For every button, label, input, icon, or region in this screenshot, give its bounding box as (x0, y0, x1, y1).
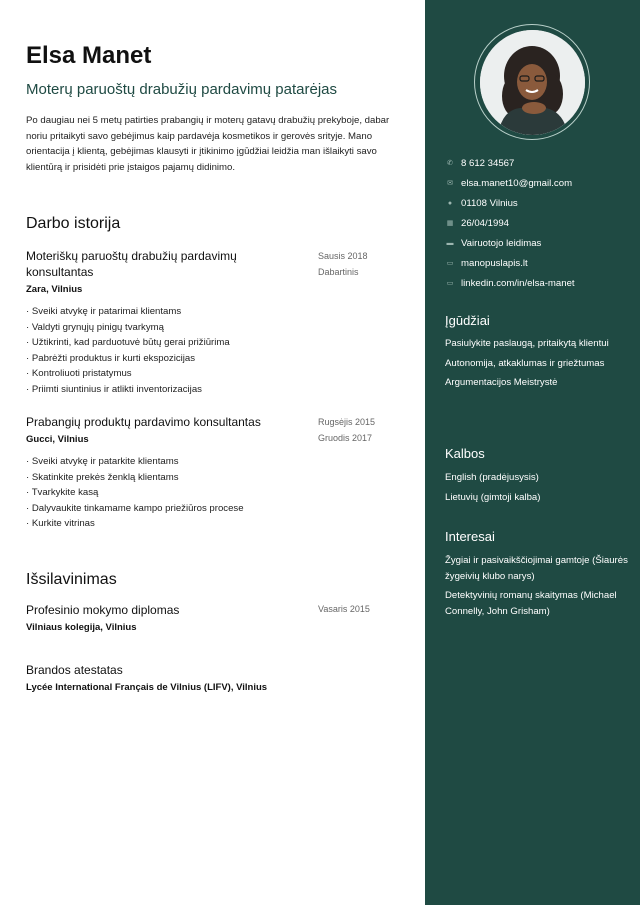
web-icon: ▭ (446, 260, 454, 267)
contact-text: 26/04/1994 (461, 217, 510, 229)
education-entry (26, 663, 398, 693)
skill-item: Pasiulykite paslaugą, pritaikytą klientui (445, 338, 609, 349)
job-duty: · Kurkite vitrinas (26, 516, 398, 532)
language-item: Lietuvių (gimtoji kalba) (445, 491, 541, 503)
job-date-end: Dabartinis (318, 266, 359, 277)
job-duty: · Sveiki atvykę ir patarimai klientams (26, 304, 398, 320)
job-date-start: Sausis 2018 (318, 251, 368, 261)
job-entry (26, 414, 398, 532)
education-title: Profesinio mokymo diplomas (26, 603, 180, 617)
car-icon: ▬ (446, 239, 454, 247)
contact-birthdate (445, 213, 635, 233)
job-duty: · Užtikrinti, kad parduotuvė būtų gerai prižiūrima (26, 335, 398, 351)
sidebar (425, 0, 640, 905)
contact-linkedin[interactable] (445, 273, 635, 293)
education-date: Vasaris 2015 (318, 604, 370, 614)
interests-list (445, 553, 630, 623)
job-duty: · Kontroliuoti pristatymus (26, 366, 398, 382)
education-school: Vilniaus kolegija, Vilnius (26, 622, 137, 633)
skill-item: Autonomija, atkaklumas ir griežtumas (445, 357, 605, 369)
job-company: Zara, Vilnius (26, 284, 83, 295)
job-date-end: Gruodis 2017 (318, 432, 373, 443)
job-duty: · Sveiki atvykę ir patarkite klientams (26, 454, 398, 470)
job-duty: · Valdyti grynųjų pinigų tvarkymą (26, 320, 398, 336)
languages-heading: Kalbos (445, 446, 485, 461)
education-title: Brandos atestatas (26, 663, 123, 677)
job-dates (318, 249, 368, 280)
work-history-heading: Darbo istorija (26, 215, 121, 232)
education-school: Lycée International Français de Vilnius (LIFV), Vilnius (26, 682, 268, 693)
job-entry (26, 248, 398, 397)
contact-text: elsa.manet10@gmail.com (461, 177, 573, 189)
location-icon: ● (447, 199, 453, 207)
contact-text: 01108 Vilnius (461, 197, 518, 209)
job-duty: · Tvarkykite kasą (26, 485, 398, 501)
interest-item: Žygiai ir pasivaikščiojimai gamtoje (Šiaurės žygeivių klubo narys) (445, 555, 628, 582)
contact-text: 8 612 34567 (461, 157, 515, 169)
language-item: English (pradėjusysis) (445, 472, 539, 483)
job-title: Prabangių produktų pardavimo konsultantas (26, 415, 261, 429)
candidate-name: Elsa Manet (26, 42, 152, 69)
linkedin-icon: ▭ (446, 280, 454, 287)
skill-item: Argumentacijos Meistrystė (445, 377, 558, 389)
portrait-illustration (480, 30, 585, 135)
job-dates (318, 415, 375, 446)
languages-list (445, 470, 630, 509)
skills-heading: Įgūdžiai (445, 313, 490, 328)
profile-photo (480, 30, 585, 135)
job-duties-list (26, 304, 398, 397)
email-icon: ✉ (447, 180, 453, 187)
contact-text: linkedin.com/in/elsa-manet (461, 277, 575, 289)
job-duty: · Priimti siuntinius ir atlikti inventorizacijas (26, 382, 398, 398)
job-company: Gucci, Vilnius (26, 434, 89, 445)
profile-summary: Po daugiau nei 5 metų patirties prabangių ir moterų gatavų drabužių prekyboje, dabar noriu pritaikyti savo gebėjimus kaip pardavėja kosmetikos ir gerovės srityje. Mano orientacija į klientą, gebėjimas klausyti ir įtikinimo įgūdžiai leidžia man išlaikyti savo klientūrą ir prisidėti prie įstaigos pajamų didinimo. (26, 115, 390, 173)
job-duties-list (26, 454, 398, 532)
job-role-title: Moterų paruoštų drabužių pardavimų patarėjas (26, 81, 338, 98)
education-heading: Išsilavinimas (26, 571, 117, 588)
contact-text: Vairuotojo leidimas (461, 237, 542, 249)
contact-phone (445, 153, 635, 173)
contact-website[interactable] (445, 253, 635, 273)
interests-heading: Interesai (445, 529, 495, 544)
contact-list (445, 153, 635, 293)
skills-list (445, 336, 630, 395)
contact-text: manopuslapis.lt (461, 257, 528, 269)
job-duty: · Pabrėžti produktus ir kurti ekspozicijas (26, 351, 398, 367)
job-duty: · Dalyvaukite tinkamame kampo priežiūros procese (26, 501, 398, 517)
job-duty: · Skatinkite prekės ženklą klientams (26, 470, 398, 486)
contact-location (445, 193, 635, 213)
contact-email[interactable] (445, 173, 635, 193)
interest-item: Detektyvinių romanų skaitymas (Michael Connelly, John Grisham) (445, 590, 617, 617)
education-entry (26, 603, 398, 633)
calendar-icon: ▦ (446, 220, 454, 227)
phone-icon: ✆ (447, 160, 453, 167)
contact-driving-license (445, 233, 635, 253)
job-date-start: Rugsėjis 2015 (318, 417, 376, 427)
job-title: Moteriškų paruoštų drabužių pardavimų konsultantas (26, 249, 237, 279)
